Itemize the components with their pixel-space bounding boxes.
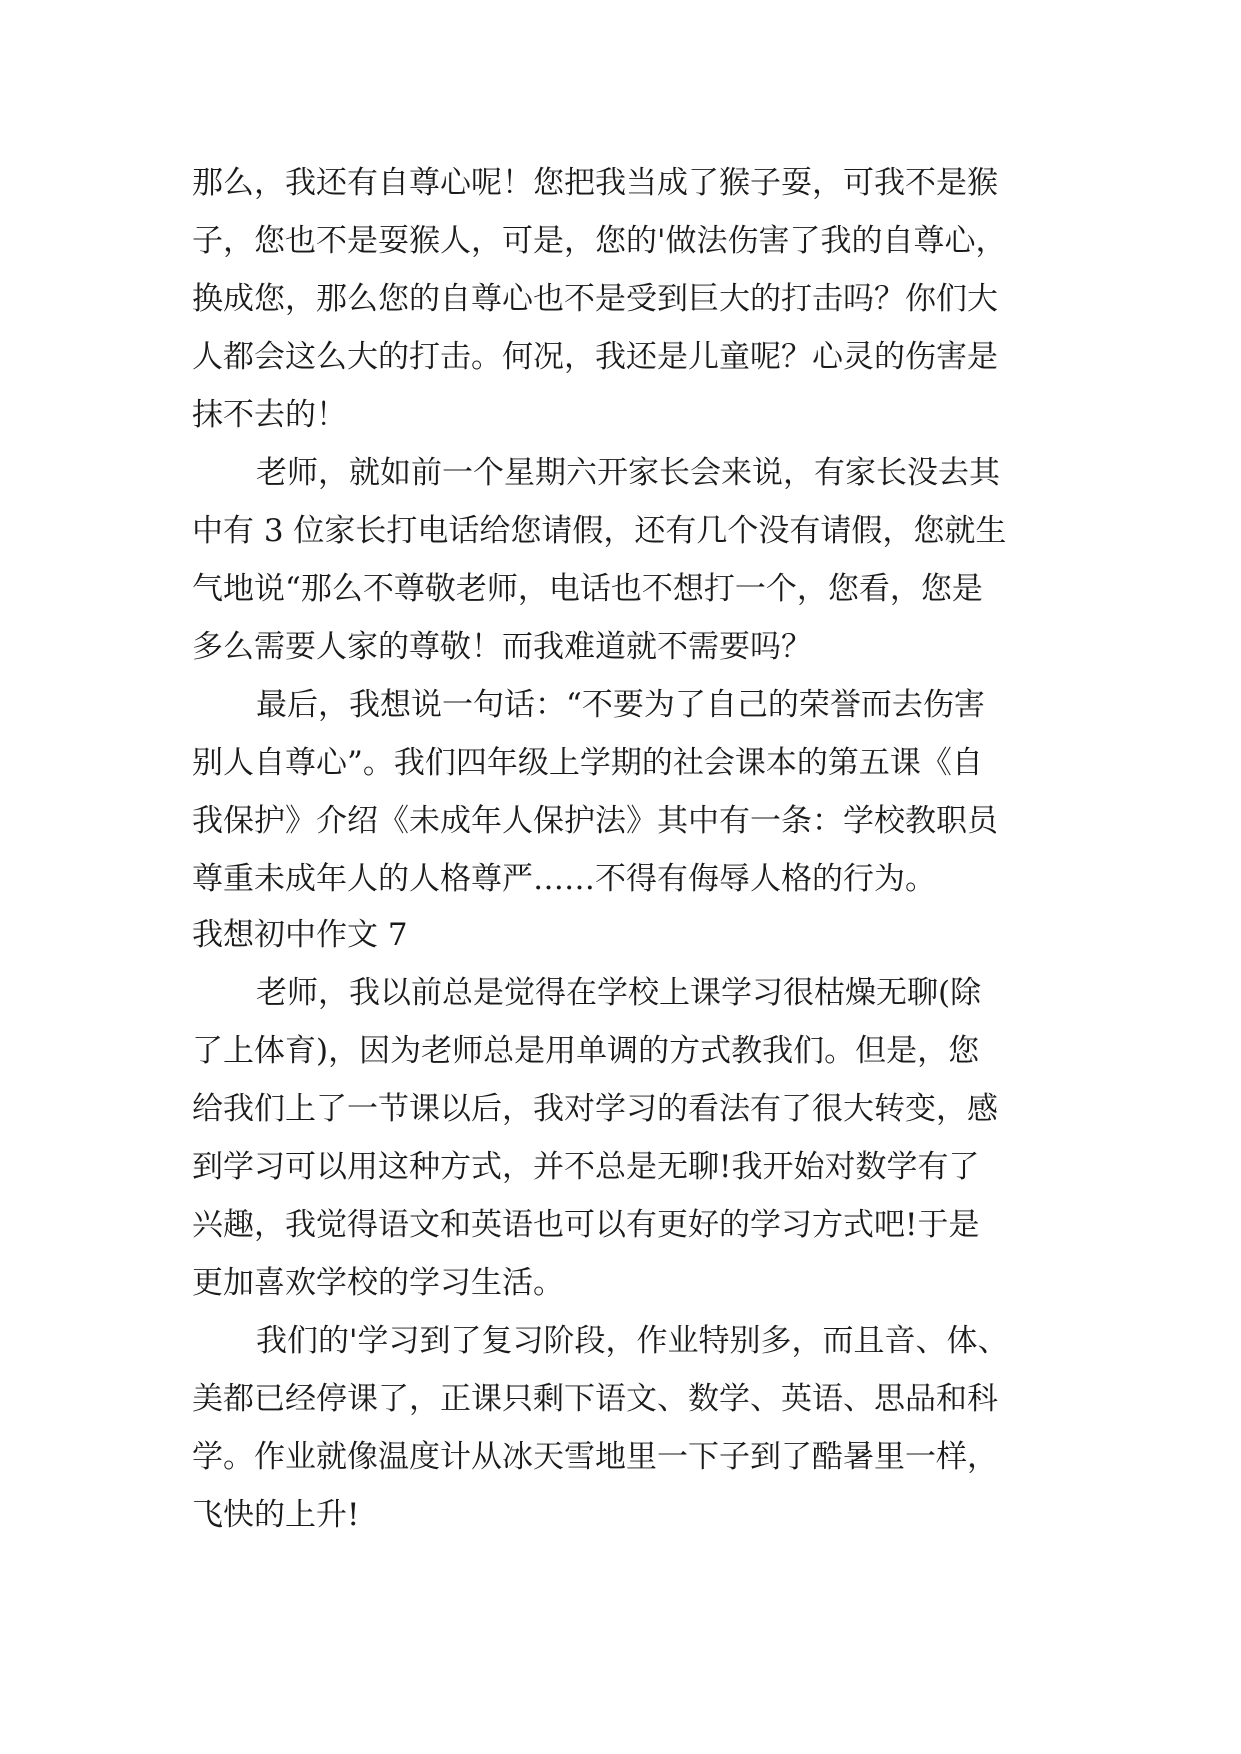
paragraph-line: 尊重未成年人的人格尊严……不得有侮辱人格的行为。 [192, 861, 936, 897]
paragraph-line: 我们的'学习到了复习阶段，作业特别多，而且音、体、 [256, 1323, 1009, 1359]
paragraph-line: 了上体育)，因为老师总是用单调的方式教我们。但是，您 [192, 1033, 980, 1069]
paragraph-line: 换成您，那么您的自尊心也不是受到巨大的打击吗？你们大 [192, 281, 998, 317]
paragraph-line: 那么，我还有自尊心呢！您把我当成了猴子耍，可我不是猴 [192, 165, 998, 201]
paragraph-line: 飞快的上升! [192, 1497, 360, 1533]
paragraph-line: 子，您也不是耍猴人，可是，您的'做法伤害了我的自尊心， [192, 223, 1007, 259]
paragraph-line: 给我们上了一节课以后，我对学习的看法有了很大转变，感 [192, 1091, 998, 1127]
paragraph-line: 最后，我想说一句话：“不要为了自己的荣誉而去伤害 [256, 687, 985, 723]
paragraph-line: 中有 3 位家长打电话给您请假，还有几个没有请假，您就生 [192, 513, 1007, 549]
paragraph-line: 别人自尊心”。我们四年级上学期的社会课本的第五课《自 [192, 745, 983, 781]
paragraph-line: 到学习可以用这种方式，并不总是无聊!我开始对数学有了 [192, 1149, 980, 1185]
paragraph-line: 人都会这么大的打击。何况，我还是儿童呢？心灵的伤害是 [192, 339, 998, 375]
paragraph-line: 更加喜欢学校的学习生活。 [192, 1265, 564, 1301]
paragraph-line: 老师，就如前一个星期六开家长会来说，有家长没去其 [256, 455, 1000, 491]
paragraph-line: 学。作业就像温度计从冰天雪地里一下子到了酷暑里一样， [192, 1439, 998, 1475]
paragraph-line: 气地说“那么不尊敬老师，电话也不想打一个，您看，您是 [192, 571, 983, 607]
section-title: 我想初中作文 7 [192, 917, 408, 953]
paragraph-line: 兴趣，我觉得语文和英语也可以有更好的学习方式吧!于是 [192, 1207, 980, 1243]
paragraph-line: 老师，我以前总是觉得在学校上课学习很枯燥无聊(除 [256, 975, 982, 1011]
paragraph-line: 抹不去的！ [192, 397, 347, 433]
paragraph-line: 美都已经停课了，正课只剩下语文、数学、英语、思品和科 [192, 1381, 998, 1417]
paragraph-line: 我保护》介绍《未成年人保护法》其中有一条：学校教职员 [192, 803, 998, 839]
paragraph-line: 多么需要人家的尊敬！而我难道就不需要吗？ [192, 629, 812, 665]
